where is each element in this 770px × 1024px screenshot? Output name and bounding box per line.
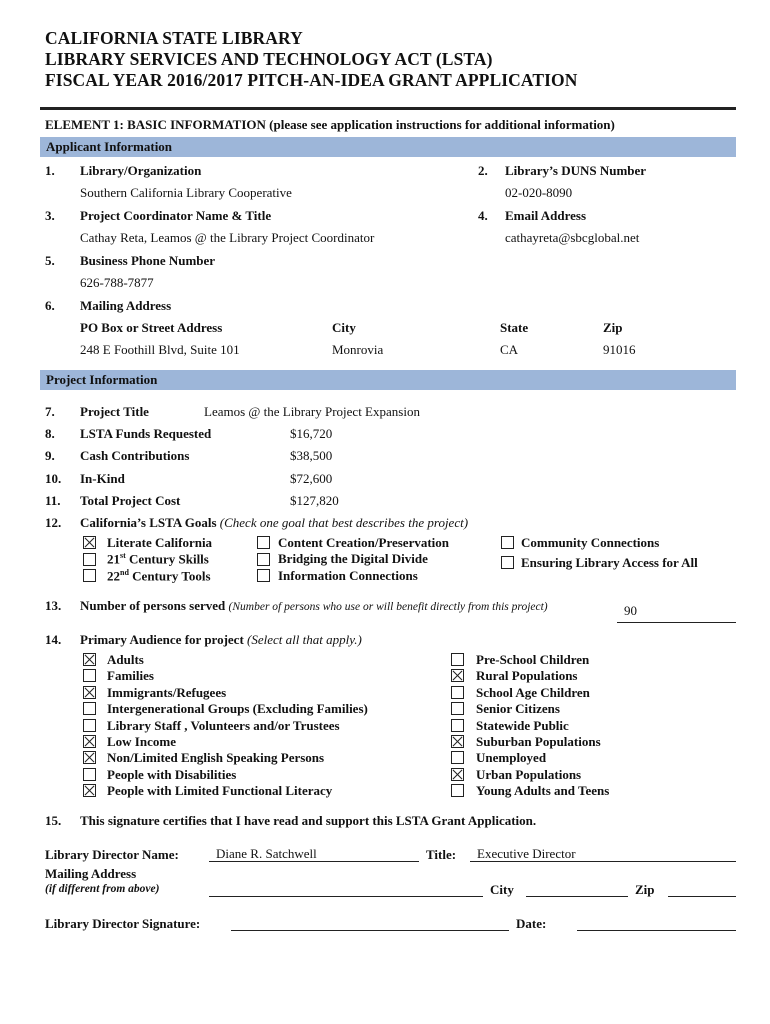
audience-label: Suburban Populations <box>476 734 601 749</box>
applicant-section-bar: Applicant Information <box>40 137 736 157</box>
director-city-label: City <box>490 882 514 897</box>
goal-content-checkbox[interactable] <box>257 536 270 549</box>
audience-checkbox[interactable] <box>83 702 96 715</box>
item-number: 5. <box>45 253 55 268</box>
director-name-line <box>209 861 419 862</box>
duns-label: Library’s DUNS Number <box>505 163 647 178</box>
signature-date-label: Date: <box>516 916 547 931</box>
director-zip-label: Zip <box>635 882 655 897</box>
director-city-line[interactable] <box>526 896 628 897</box>
item-number: 1. <box>45 163 55 178</box>
project-title-label: Project Title <box>80 404 149 419</box>
duns-value: 02-020-8090 <box>505 185 573 200</box>
item-number: 2. <box>478 163 488 178</box>
total-label: Total Project Cost <box>80 493 181 508</box>
audience-checkbox[interactable] <box>451 768 464 781</box>
director-zip-line[interactable] <box>668 896 736 897</box>
audience-label: Pre-School Children <box>476 652 590 667</box>
library-value: Southern California Library Cooperative <box>80 185 292 200</box>
zip-label: Zip <box>603 320 623 335</box>
persons-value[interactable]: 90 <box>624 603 637 618</box>
director-signature-line[interactable] <box>231 930 509 931</box>
form-title-line2: LIBRARY SERVICES AND TECHNOLOGY ACT (LSTA) <box>45 49 493 69</box>
audience-label: People with Limited Functional Literacy <box>107 783 333 799</box>
goals-heading: California’s LSTA Goals (Check one goal that best describes the project) <box>80 515 469 530</box>
goal-literate-checkbox[interactable] <box>83 536 96 549</box>
item-number: 12. <box>45 515 62 530</box>
funds-value: $16,720 <box>290 426 333 441</box>
project-title-value: Leamos @ the Library Project Expansion <box>204 404 420 419</box>
audience-label: Low Income <box>107 734 176 749</box>
item-number: 4. <box>478 208 488 223</box>
audience-label: Urban Populations <box>476 766 582 782</box>
goal-info-checkbox[interactable] <box>257 569 270 582</box>
goal-access-label: Ensuring Library Access for All <box>521 555 698 570</box>
total-value: $127,820 <box>290 493 339 508</box>
director-mailing-label: Mailing Address <box>45 866 137 881</box>
audience-checkbox[interactable] <box>83 719 96 732</box>
project-section-bar: Project Information <box>40 370 736 390</box>
email-value: cathayreta@sbcglobal.net <box>505 230 640 245</box>
audience-label: Rural Populations <box>476 668 578 684</box>
goal-21st-skills-checkbox[interactable] <box>83 553 96 566</box>
city-value: Monrovia <box>332 342 384 357</box>
library-label: Library/Organization <box>80 163 202 178</box>
audience-checkbox[interactable] <box>451 669 464 682</box>
audience-checkbox[interactable] <box>83 653 96 666</box>
phone-value: 626-788-7877 <box>80 275 154 290</box>
element1-heading: ELEMENT 1: BASIC INFORMATION (please see application instructions for additional information) <box>45 117 615 132</box>
audience-checkbox[interactable] <box>451 719 464 732</box>
goal-community-checkbox[interactable] <box>501 536 514 549</box>
goal-22nd-tools-checkbox[interactable] <box>83 569 96 582</box>
audience-label: People with Disabilities <box>107 766 237 782</box>
coordinator-label: Project Coordinator Name & Title <box>80 208 272 223</box>
audience-checkbox[interactable] <box>83 784 96 797</box>
email-label: Email Address <box>505 208 587 223</box>
audience-label: Unemployed <box>476 750 547 766</box>
funds-label: LSTA Funds Requested <box>80 426 212 441</box>
title-divider <box>40 107 736 110</box>
audience-label: School Age Children <box>476 684 590 700</box>
goal-literate-label: Literate California <box>107 535 213 550</box>
item-number: 13. <box>45 598 62 613</box>
cash-label: Cash Contributions <box>80 448 190 463</box>
city-label: City <box>332 320 356 335</box>
item-number: 3. <box>45 208 55 223</box>
director-signature-label: Library Director Signature: <box>45 916 201 931</box>
audience-checkbox[interactable] <box>83 768 96 781</box>
audience-checkbox[interactable] <box>451 751 464 764</box>
state-value: CA <box>500 342 519 357</box>
mailing-label: Mailing Address <box>80 298 172 313</box>
director-title-line <box>470 861 736 862</box>
director-mailing-note: (if different from above) <box>45 883 160 895</box>
director-title-value[interactable]: Executive Director <box>477 846 576 861</box>
audience-checkbox[interactable] <box>83 751 96 764</box>
item-number: 14. <box>45 632 62 647</box>
audience-checkbox[interactable] <box>451 653 464 666</box>
audience-checkbox[interactable] <box>451 702 464 715</box>
goal-22nd-tools-label: 22nd Century Tools <box>107 568 211 584</box>
audience-checkbox[interactable] <box>83 686 96 699</box>
goal-bridging-checkbox[interactable] <box>257 553 270 566</box>
item-number: 7. <box>45 404 55 419</box>
audience-checkbox[interactable] <box>451 784 464 797</box>
audience-label: Young Adults and Teens <box>476 783 610 799</box>
audience-label: Immigrants/Refugees <box>107 684 227 700</box>
audience-checkbox[interactable] <box>83 735 96 748</box>
item-number: 6. <box>45 298 55 313</box>
inkind-value: $72,600 <box>290 471 333 486</box>
audience-checkbox[interactable] <box>451 686 464 699</box>
cash-value: $38,500 <box>290 448 333 463</box>
audience-heading: Primary Audience for project (Select all that apply.) <box>80 632 362 647</box>
street-value: 248 E Foothill Blvd, Suite 101 <box>80 342 240 357</box>
item-number: 9. <box>45 448 55 463</box>
goal-21st-skills-label: 21st Century Skills <box>107 551 209 567</box>
item-number: 10. <box>45 471 62 486</box>
street-label: PO Box or Street Address <box>80 320 223 335</box>
audience-checkbox[interactable] <box>83 669 96 682</box>
audience-label: Non/Limited English Speaking Persons <box>107 750 325 766</box>
item-number: 8. <box>45 426 55 441</box>
audience-checkbox[interactable] <box>451 735 464 748</box>
form-title-line1: CALIFORNIA STATE LIBRARY <box>45 28 303 48</box>
audience-label: Adults <box>107 652 144 667</box>
director-mailing-line[interactable] <box>209 896 483 897</box>
coordinator-value: Cathay Reta, Leamos @ the Library Project Coordinator <box>80 230 375 245</box>
goal-bridging-label: Bridging the Digital Divide <box>278 551 428 566</box>
state-label: State <box>500 320 529 335</box>
zip-value: 91016 <box>603 342 636 357</box>
goal-info-label: Information Connections <box>278 568 418 583</box>
director-name-label: Library Director Name: <box>45 847 179 862</box>
goal-community-label: Community Connections <box>521 535 660 550</box>
director-name-value[interactable]: Diane R. Satchwell <box>216 846 317 861</box>
audience-label: Statewide Public <box>476 717 569 733</box>
audience-label: Families <box>107 668 154 684</box>
audience-label: Library Staff , Volunteers and/or Trustees <box>107 717 340 733</box>
director-title-label: Title: <box>426 847 457 862</box>
audience-label: Senior Citizens <box>476 701 560 717</box>
goal-content-label: Content Creation/Preservation <box>278 535 450 550</box>
audience-label: Intergenerational Groups (Excluding Families) <box>107 701 368 717</box>
goal-access-checkbox[interactable] <box>501 556 514 569</box>
phone-label: Business Phone Number <box>80 253 216 268</box>
persons-underline <box>617 622 736 623</box>
inkind-label: In-Kind <box>80 471 125 486</box>
form-title-line3: FISCAL YEAR 2016/2017 PITCH-AN-IDEA GRANT APPLICATION <box>45 70 578 90</box>
item-number: 15. <box>45 813 62 828</box>
certification-statement: This signature certifies that I have read and support this LSTA Grant Application. <box>80 813 537 828</box>
item-number: 11. <box>45 493 61 508</box>
signature-date-line[interactable] <box>577 930 736 931</box>
persons-heading: Number of persons served (Number of persons who use or will benefit directly from this project) <box>80 598 548 613</box>
